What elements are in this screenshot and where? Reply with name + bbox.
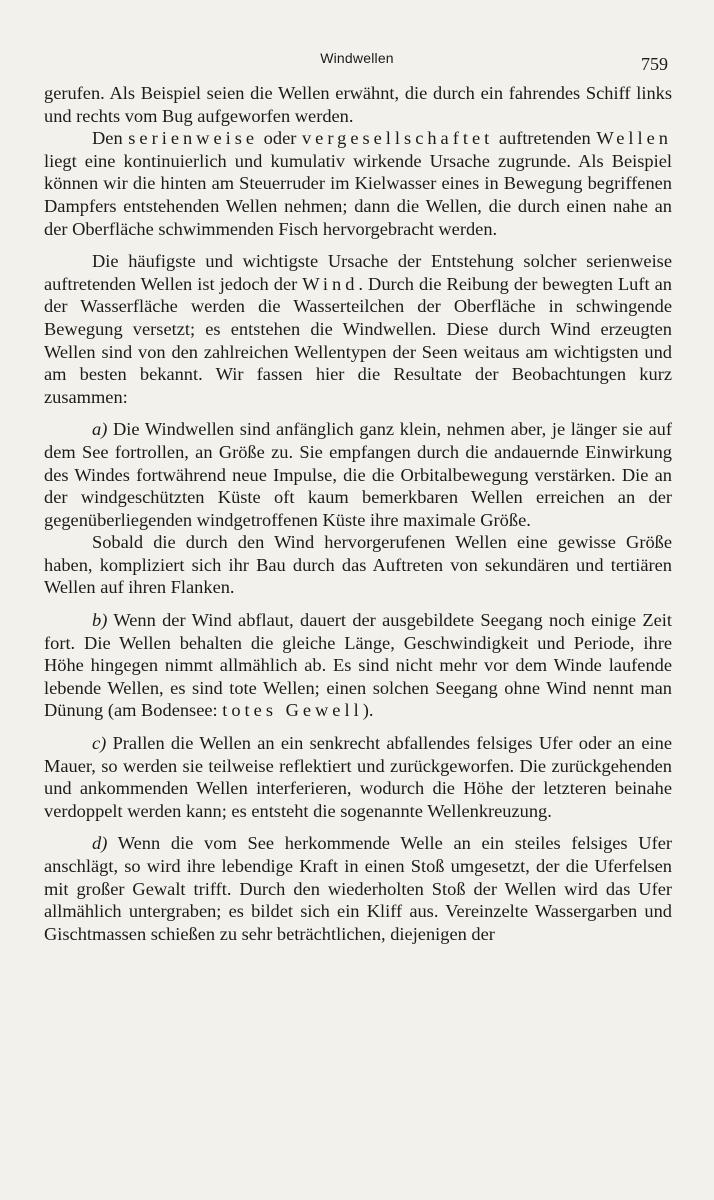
item-marker: b) [92,610,108,631]
text-run: Wenn die vom See herkommende Welle an ein steiles felsiges Ufer anschlägt, so wird ihre lebendige Kraft in einen Stoß umgesetzt, der die Uferfelsen mit großer Gewalt trifft. Durch den wiederholten Stoß der Wellen wird das Ufer allmählich untergraben; es bildet sich ein Kliff aus. Vereinzelte Wassergarben und Gischtmassen schießen zu sehr beträchtlichen, diejenigen der [44,833,672,944]
running-header [0,48,714,74]
text-run: Die Windwellen sind anfänglich ganz klein, nehmen aber, je länger sie auf dem See fortrollen, an Größe zu. Sie empfangen durch die andauernde Einwirkung des Windes fortwährend neue Impulse, die die Orbitalbewegung verstärken. Die an der windgeschützten Küste oft kaum bemerkbaren Wellen erreichen an der gegenüberliegenden windgetroffenen Küste ihre maximale Größe. [44,419,672,530]
text-run: liegt eine kontinuierlich und kumulativ wirkende Ursache zugrunde. Als Beispiel können wir die hinten am Steuerruder im Kielwasser eines in Bewegung begriffenen Dampfers entstehenden Wellen nehmen; dann die Wellen, die durch einen nahe an der Oberfläche schwimmenden Fisch hervorgebracht werden. [44,150,672,239]
text-run: Die häufigste und wichtigste Ursache der Entstehung solcher serienweise auftretenden Wellen ist jedoch der [44,251,672,294]
paragraph-item-a [44,418,672,531]
text-run: auftretenden [493,128,597,149]
text-run: . Durch die Reibung der bewegten Luft an der Wasserfläche werden die Wasserteilchen der Oberfläche in schwingende Bewegung versetzt; es entstehen die Windwellen. Diese durch Wind erzeugten Wellen sind von den zahlreichen Wellentypen der Seen weitaus am wichtigsten und am besten bekannt. Wir fassen hier die Resultate der Beobachtungen kurz zusammen: [44,273,672,407]
paragraph-serial-waves [44,127,672,240]
item-marker: d) [92,833,108,854]
paragraph-wind-cause [44,250,672,408]
paragraph-text: Sobald die durch den Wind hervorgerufenen Wellen eine gewisse Größe haben, kompliziert sich ihr Bau durch das Auftreten von sekundären und tertiären Wellen auf ihren Flanken. [44,532,672,598]
paragraph-item-d [44,832,672,945]
text-run: ). [362,700,374,721]
spaced-term: Wind [302,273,359,294]
paragraph-item-c [44,732,672,822]
paragraph-item-b [44,609,672,722]
spaced-term: Wellen [596,128,672,149]
body-text [44,82,672,945]
paragraph-text: gerufen. Als Beispiel seien die Wellen erwähnt, die durch ein fahrendes Schiff links und rechts vom Bug aufgeworfen werden. [44,83,672,126]
item-marker: a) [92,419,108,440]
running-title: Windwellen [320,50,394,66]
spaced-term: totes Gewell [222,700,363,721]
page-number: 759 [641,54,668,74]
paragraph-continuation [44,82,672,127]
text-run: Prallen die Wellen an ein senkrecht abfallendes felsiges Ufer oder an eine Mauer, so werden sie teilweise reflektiert und zurückgeworfen. Die zurückgehenden und ankommenden Wellen interferieren, wodurch die Höhe der letzteren beinahe verdoppelt werden kann; es entsteht die sogenannte Wellenkreuzung. [44,733,672,821]
text-run: Wenn der Wind abflaut, dauert der ausgebildete Seegang noch einige Zeit fort. Die Wellen behalten die gleiche Länge, Geschwindigkeit und Periode, ihre Höhe hingegen nimmt allmählich ab. Es sind nicht mehr vor dem Winde laufende lebende Wellen, es sind tote Wellen; einen solchen Seegang ohne Wind nennt man Dünung (am Bodensee: [44,610,672,721]
paragraph-item-a-continued [44,531,672,599]
text-run: oder [258,128,302,149]
spaced-term: vergesellschaftet [301,128,494,149]
item-marker: c) [92,733,107,754]
spaced-term: serienweise [128,128,259,149]
text-run: Den [92,128,129,149]
